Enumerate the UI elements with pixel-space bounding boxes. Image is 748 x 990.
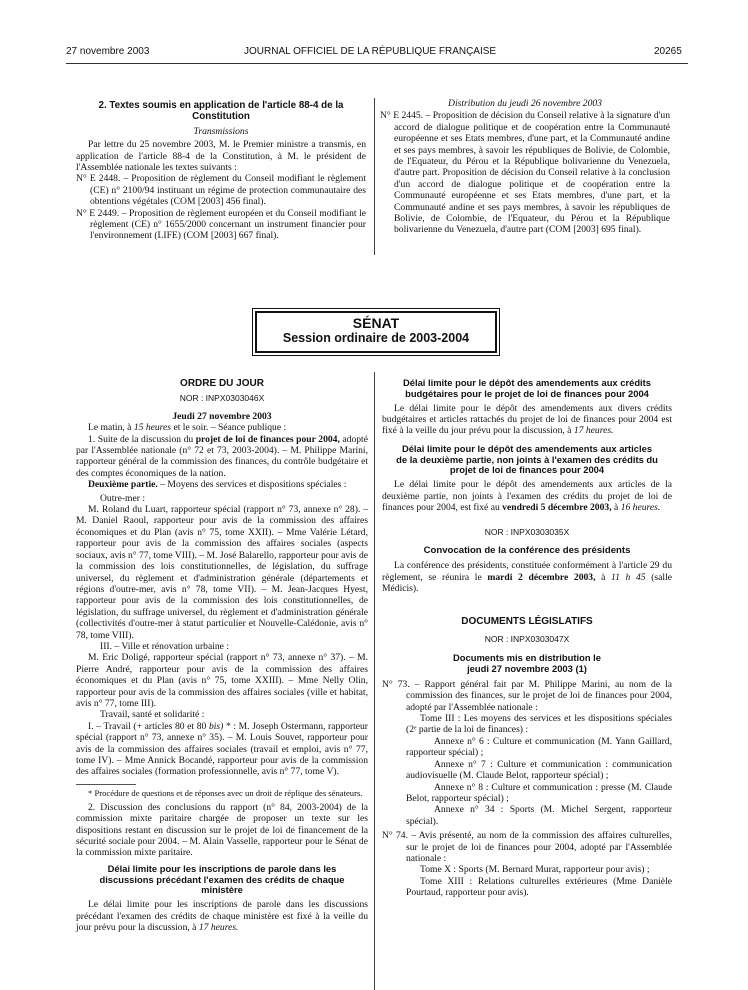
ville-text: M. Eric Doligé, rapporteur spécial (rapport n° 73, annexe n° 37). – M. Pierre André, rapporteur pour avis de la commission des affaires économiques et du Plan (avis n° 75, tome XXIII). – Mme Nelly Olin, rapporteur pour avis de la commission des affaires sociales (ville et habitat, avis n° 77, tome III). (76, 652, 368, 709)
delai-credits-heading: Délai limite pour le dépôt des amendements aux crédits budgétaires pour le projet de loi de finances pour 2004 (403, 377, 651, 399)
n73-annexe-7: Annexe n° 7 : Culture et communication : communication audiovisuelle (M. Claude Belot, rapporteur spécial) ; (406, 758, 672, 782)
para1-start: Le matin, à (88, 422, 132, 434)
section-heading-88-4: 2. Textes soumis en application de l'article 88-4 de la Constitution (98, 100, 344, 123)
column-divider-top (374, 98, 375, 255)
senat-title-box (255, 311, 497, 353)
delai-articles-time: 16 heures. (620, 502, 661, 514)
para1-end: et le soir. – Séance publique : (173, 422, 287, 434)
footnote-rule (76, 784, 136, 785)
n73-annexe-6: Annexe n° 6 : Culture et communication (M. Yann Gaillard, rapporteur spécial) ; (406, 735, 672, 759)
travail-label: Travail, santé et solidarité : (100, 709, 205, 721)
travail-start: I. – Travail (+ articles 80 et 80 (88, 720, 207, 732)
delai-articles-text: Le délai limite pour le dépôt des amendements aux articles de la deuxième partie, non joints à l'examen des crédits du projet de loi de finances pour 2004, est fixé au (382, 479, 672, 514)
ville-label: III. – Ville et rénovation urbaine : (100, 640, 229, 652)
transmissions-intro: Par lettre du 25 novembre 2003, M. le Premier ministre a transmis, en application de l'article 88-4 de la Constitution, à M. le président de l'Assemblée nationale les textes suivants : (76, 139, 366, 174)
header-date: 27 novembre 2003 (66, 46, 150, 57)
travail-bis: bis) (208, 720, 224, 732)
nor-reference-documents: NOR : INPX0303047X (484, 633, 570, 644)
documents-legislatifs-heading: DOCUMENTS LÉGISLATIFS (461, 616, 593, 628)
para2-start: 1. Suite de la discussion du (88, 433, 194, 445)
convocation-text: La conférence des présidents, constituée conformément à l'article 29 du règlement, se réunira le (382, 560, 672, 583)
session-date: Jeudi 27 novembre 2003 (172, 410, 272, 422)
ordre-du-jour-section (76, 378, 368, 933)
documents-distribution-heading: Documents mis en distribution le jeudi 27 novembre 2003 (1) (453, 652, 601, 675)
convocation-a: à (601, 571, 606, 583)
header-rule (66, 63, 688, 64)
para2-bold: projet de loi de finances pour 2004, (195, 433, 340, 445)
transmissions-subheading: Transmissions (193, 125, 249, 137)
document-item-e2449: N° E 2449. – Proposition de règlement européen et du Conseil modifiant le règlement (CE) n° 1655/2000 concernant un instrument financier pour l'environnement (LIFE) (COM [2003] 667 final). (76, 207, 366, 242)
delai-inscriptions-time: 17 heures. (198, 922, 239, 934)
delai-credits-time: 17 heures. (573, 425, 614, 437)
para2-end: adopté par l'Assemblée nationale (n° 72 et 73, 2003-2004). – M. Philippe Marini, rapporteur général de la commission des finances, du contrôle budgétaire et des comptes économiques de la nation. (76, 433, 368, 479)
ordre-du-jour-heading: ORDRE DU JOUR (180, 378, 264, 389)
deuxieme-partie-label: Deuxième partie. (88, 479, 158, 491)
delai-inscriptions-text: Le délai limite pour les inscriptions de parole dans les discussions précédant l'examen des crédits de chaque ministère est fixé à la veille du jour prévu pour la discussion, à (76, 899, 368, 934)
nor-reference: NOR : INPX0303046X (179, 393, 265, 404)
document-item-e2448: N° E 2448. – Proposition de règlement du Conseil modifiant le règlement (CE) n° 2100/94 instituant un régime de protection communautaire des obtentions végétales (COM [2003] 456 final). (76, 173, 366, 208)
convocation-time: 11 h 45 (611, 571, 646, 583)
convocation-room: (salle Médicis). (382, 571, 672, 595)
top-left-section (76, 100, 366, 242)
top-right-section (380, 98, 670, 236)
n74-tome-xiii: Tome XIII : Relations culturelles extérieures (Mme Danièle Pourtaud, rapporteur pour avis). (406, 875, 672, 899)
delai-articles-a: à (614, 502, 619, 514)
n73-annexe-34: Annexe n° 34 : Sports (M. Michel Sergent, rapporteur spécial). (406, 804, 672, 827)
session-subtitle: Session ordinaire de 2003-2004 (282, 331, 470, 345)
column-divider-bottom (374, 372, 375, 990)
footnote: * Procédure de questions et de réponses avec un droit de réplique des sénateurs. (88, 787, 363, 798)
right-column-section (382, 378, 672, 899)
document-item-e2445: N° E 2445. – Proposition de décision du Conseil relative à la signature d'un accord de dialogue politique et de coopération entre la Communauté européenne et ses Etats membres, d'une part, et la Communauté andine et ses pays membres, à savoir les républiques de Bolivie, de Colombie, de l'Equateur, du Pérou et la République bolivarienne du Venezuela, d'autre part. Proposition de décision du Conseil relative à la conclusion d'un accord de dialogue politique et de coopération entre la Communauté européenne et ses Etats membres, d'une part, et la Communauté andine et ses pays membres, à savoir les républiques de Bolivie, de Colombie, de l'Equateur, du Pérou et la République bolivarienne du Venezuela, d'autre part (COM [2003] 695 final). (380, 110, 670, 236)
outre-mer-text: M. Roland du Luart, rapporteur spécial (rapport n° 73, annexe n° 28). – M. Daniel Raoul, rapporteur pour avis de la commission des affaires économiques et du Plan (avis n° 75, tome XXII). – Mme Valérie Létard, rapporteur pour avis de la commission des affaires sociales (aspects sociaux, avis n° 77, tome VIII). – M. José Balarello, rapporteur pour avis de la commission des lois constitutionnelles, de législation, du suffrage universel, du règlement et d'administration générale (départements et régions d'outre-mer, avis n° 78, tome VII). – M. Jean-Jacques Hyest, rapporteur pour avis de la commission des lois constitutionnelles, de législation, du suffrage universel, du règlement et d'administration générale (collectivités d'outre-mer à statut particulier et Nouvelle-Calédonie, avis n° 78, tome VIII). (76, 504, 368, 641)
n73-annexe-8: Annexe n° 8 : Culture et communication : presse (M. Claude Belot, rapporteur spécial) ; (406, 781, 672, 804)
delai-articles-date: vendredi 5 décembre 2003, (502, 502, 612, 514)
deuxieme-partie-text: – Moyens des services et dispositions spéciales : (160, 479, 347, 491)
document-n74: N° 74. – Avis présenté, au nom de la commission des affaires culturelles, sur le projet de loi de finances pour 2004, adopté par l'Assemblée nationale : (382, 830, 672, 864)
para-cmp: 2. Discussion des conclusions du rapport (n° 84, 2003-2004) de la commission mixte paritaire chargée de proposer un texte sur les dispositions restant en discussion sur le projet de loi de financement de la sécurité sociale pour 2004. – M. Alain Vasselle, rapporteur pour le Sénat de la commission mixte paritaire. (76, 801, 368, 859)
header-journal-title: JOURNAL OFFICIEL DE LA RÉPUBLIQUE FRANÇAISE (244, 46, 497, 57)
senat-title: SÉNAT (352, 315, 400, 331)
header-page-number: 20265 (654, 46, 682, 57)
travail-end: * : M. Joseph Ostermann, rapporteur spécial (rapport n° 73, annexe n° 35). – M. Louis Souvet, rapporteur pour avis de la commission des affaires sociales (travail et emploi, avis n° 77, tome IV). – Mme Annick Bocandé, rapporteur pour avis de la commission des affaires sociales (formation professionnelle, avis n° 77, tome V). (76, 720, 368, 778)
convocation-date: mardi 2 décembre 2003, (487, 571, 596, 583)
delai-articles-heading: Délai limite pour le dépôt des amendements aux articles de la deuxième partie, non joints à l'examen des crédits du projet de loi de finances pour 2004 (396, 442, 658, 476)
delai-credits-text: Le délai limite pour le dépôt des amendements aux divers crédits budgétaires et articles rattachés du projet de loi de finances pour 2004 est fixé à la veille du jour prévu pour la discussion, à (382, 402, 672, 437)
convocation-heading: Convocation de la conférence des présidents (423, 544, 631, 556)
outre-mer-label: Outre-mer : (100, 492, 146, 504)
distribution-heading: Distribution du jeudi 26 novembre 2003 (448, 98, 602, 109)
n74-tome-x: Tome X : Sports (M. Bernard Murat, rapporteur pour avis) ; (420, 864, 650, 876)
document-n73: N° 73. – Rapport général fait par M. Philippe Marini, au nom de la commission des finances, sur le projet de loi de finances pour 2004, adopté par l'Assemblée nationale : (382, 678, 672, 713)
delai-inscriptions-heading: Délai limite pour les inscriptions de parole dans les discussions précédant l'examen des crédits de chaque ministère (99, 862, 345, 896)
para1-time: 15 heures (133, 422, 172, 434)
n73-tome-iii: Tome III : Les moyens des services et les dispositions spéciales (2ᵉ partie de la loi de finances) : (406, 713, 672, 736)
nor-reference-convocation: NOR : INPX0303035X (484, 527, 570, 538)
